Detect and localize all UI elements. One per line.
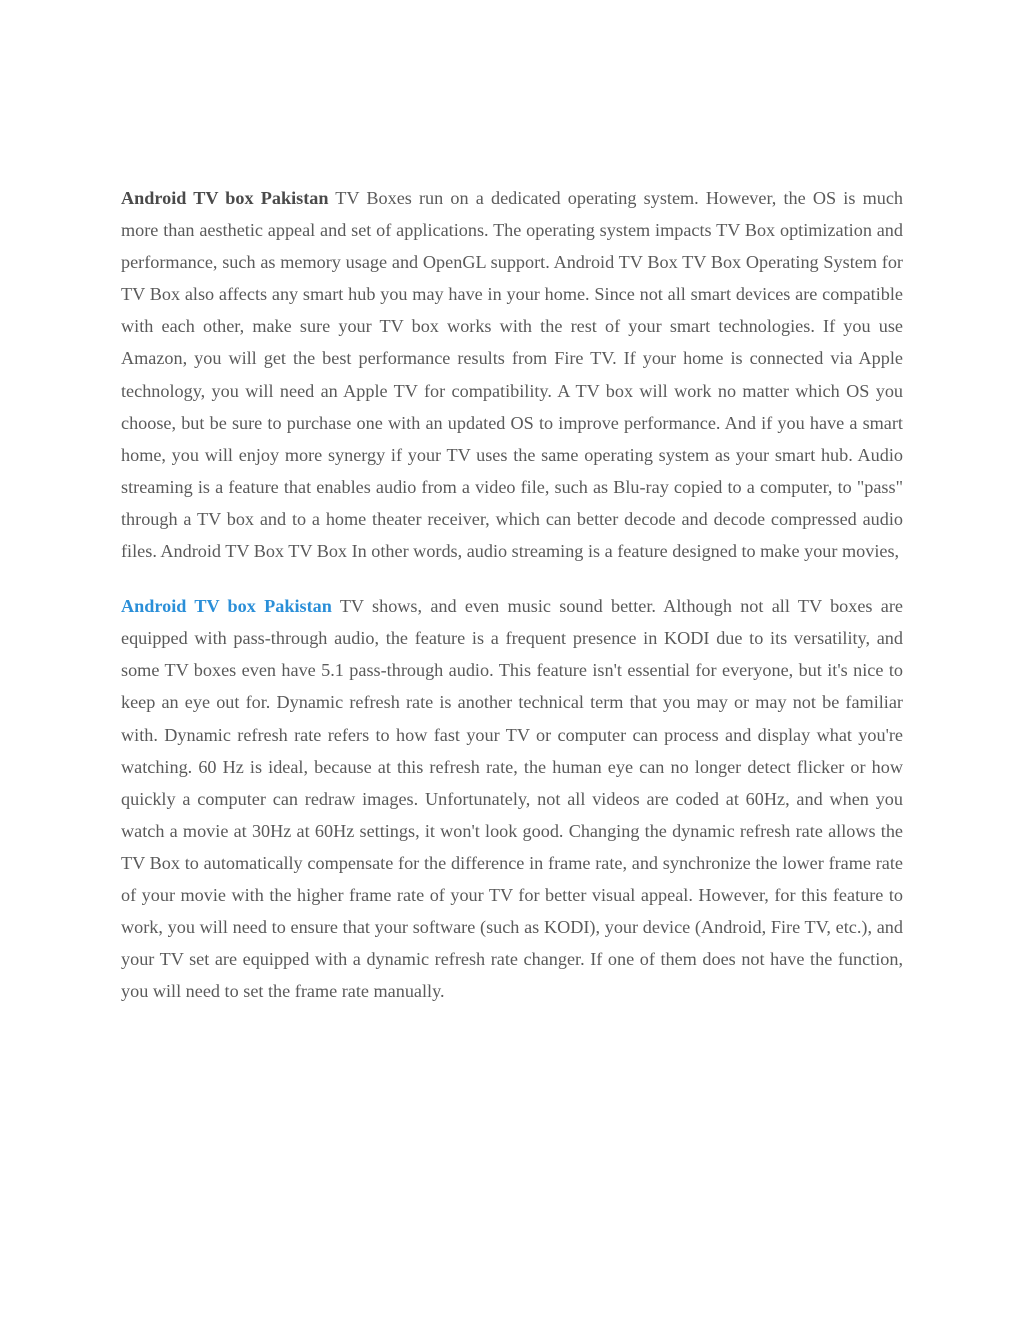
- document-body: [121, 182, 903, 1007]
- paragraph-2: [121, 590, 903, 1007]
- paragraph-1-lead: Android TV box Pakistan: [121, 188, 329, 208]
- paragraph-2-text: TV shows, and even music sound better. Although not all TV boxes are equipped with pass-through audio, the feature is a frequent presence in KODI due to its versatility, and some TV boxes even have 5.1 pass-through audio. This feature isn't essential for everyone, but it's nice to keep an eye out for. Dynamic refresh rate is another technical term that you may or may not be familiar with. Dynamic refresh rate refers to how fast your TV or computer can process and display what you're watching. 60 Hz is ideal, because at this refresh rate, the human eye can no longer detect flicker or how quickly a computer can redraw images. Unfortunately, not all videos are coded at 60Hz, and when you watch a movie at 30Hz at 60Hz settings, it won't look good. Changing the dynamic refresh rate allows the TV Box to automatically compensate for the difference in frame rate, and synchronize the lower frame rate of your movie with the higher frame rate of your TV for better visual appeal. However, for this feature to work, you will need to ensure that your software (such as KODI), your device (Android, Fire TV, etc.), and your TV set are equipped with a dynamic refresh rate changer. If one of them does not have the function, you will need to set the frame rate manually.: [121, 596, 903, 1002]
- paragraph-1: [121, 182, 903, 567]
- paragraph-1-text: TV Boxes run on a dedicated operating system. However, the OS is much more than aesthetic appeal and set of applications. The operating system impacts TV Box optimization and performance, such as memory usage and OpenGL support. Android TV Box TV Box Operating System for TV Box also affects any smart hub you may have in your home. Since not all smart devices are compatible with each other, make sure your TV box works with the rest of your smart technologies. If you use Amazon, you will get the best performance results from Fire TV. If your home is connected via Apple technology, you will need an Apple TV for compatibility. A TV box will work no matter which OS you choose, but be sure to purchase one with an updated OS to improve performance. And if you have a smart home, you will enjoy more synergy if your TV uses the same operating system as your smart hub. Audio streaming is a feature that enables audio from a video file, such as Blu-ray copied to a computer, to "pass" through a TV box and to a home theater receiver, which can better decode and decode compressed audio files. Android TV Box TV Box In other words, audio streaming is a feature designed to make your movies,: [121, 188, 903, 562]
- android-tv-box-pakistan-link[interactable]: Android TV box Pakistan: [121, 596, 332, 617]
